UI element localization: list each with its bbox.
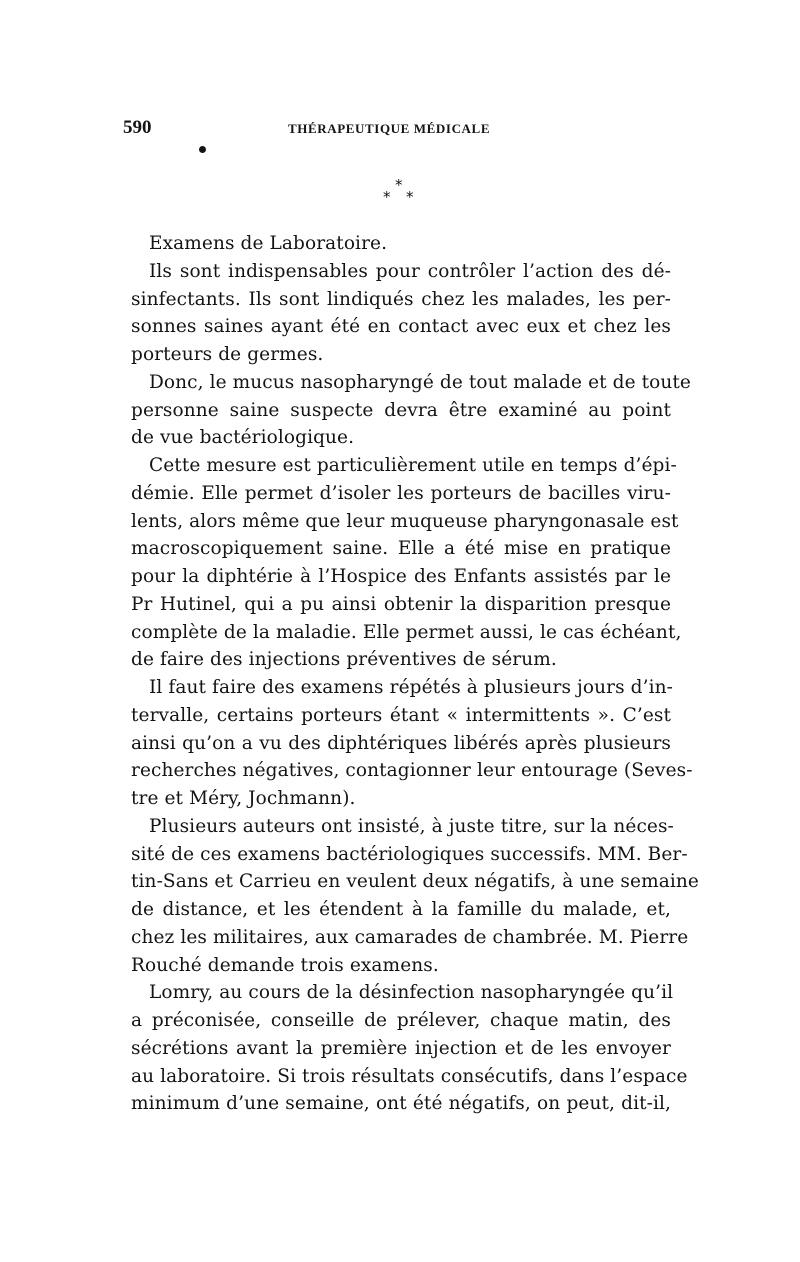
text-line: chez les militaires, aux camarades de chambrée. M. Pierre xyxy=(131,926,689,948)
text-line: pour la diphtérie à l’Hospice des Enfants assistés par le xyxy=(131,566,671,587)
text-line: personne saine suspecte devra être examiné au point xyxy=(131,399,671,421)
running-title: THÉRAPEUTIQUE MÉDICALE xyxy=(288,121,491,136)
text-line: sité de ces examens bactériologiques successifs. MM. Ber- xyxy=(131,843,688,865)
text-line: Cette mesure est particulièrement utile en temps d’épi- xyxy=(149,455,677,476)
text-line: ainsi qu’on a vu des diphtériques libérés après plusieurs xyxy=(131,732,671,754)
text-line: démie. Elle permet d’isoler les porteurs de bacilles viru- xyxy=(131,482,671,504)
text-line: Donc, le mucus nasopharyngé de tout malade et de toute xyxy=(149,371,691,393)
text-line: au laboratoire. Si trois résultats consécutifs, dans l’espace xyxy=(131,1065,688,1087)
text-line: recherches négatives, contagionner leur entourage (Seves- xyxy=(131,760,693,782)
text-line: sécrétions avant la première injection et de les envoyer xyxy=(131,1037,671,1059)
section-title: Examens de Laboratoire. xyxy=(149,233,388,254)
text-line: Plusieurs auteurs ont insisté, à juste titre, sur la néces- xyxy=(149,815,674,837)
text-line: tervalle, certains porteurs étant « intermittents ». C’est xyxy=(131,704,671,726)
asterism-star: * xyxy=(406,188,414,206)
body-text xyxy=(131,230,699,1118)
asterism-ornament xyxy=(376,178,426,210)
text-line: macroscopiquement saine. Elle a été mise en pratique xyxy=(131,538,671,560)
text-line: de vue bactériologique. xyxy=(131,427,355,449)
text-line: Il faut faire des examens répétés à plusieurs jours d’in- xyxy=(149,677,673,698)
asterism-star: * xyxy=(383,188,391,206)
text-line: de distance, et les étendent à la famille du malade, et, xyxy=(131,899,671,920)
text-line: tre et Méry, Jochmann). xyxy=(131,788,356,809)
text-line: minimum d’une semaine, ont été négatifs, on peut, dit-il, xyxy=(131,1093,671,1115)
asterism-star: * xyxy=(395,176,403,194)
printer-dot-mark xyxy=(199,146,206,153)
text-line: de faire des injections préventives de sérum. xyxy=(131,649,557,671)
text-line: sinfectants. Ils sont lindiqués chez les malades, les per- xyxy=(131,288,671,310)
text-line: a préconisée, conseille de prélever, chaque matin, des xyxy=(131,1010,671,1031)
text-line: Ils sont indispensables pour contrôler l’action des dé- xyxy=(149,260,671,282)
page-number: 590 xyxy=(123,117,152,138)
text-line: Lomry, au cours de la désinfection nasopharyngée qu’il xyxy=(149,982,674,1004)
text-line: Pr Hutinel, qui a pu ainsi obtenir la disparition presque xyxy=(131,593,671,615)
text-line: porteurs de germes. xyxy=(131,344,324,365)
text-line: lents, alors même que leur muqueuse pharyngonasale est xyxy=(131,510,679,532)
text-line: Rouché demande trois examens. xyxy=(131,954,439,976)
text-line: sonnes saines ayant été en contact avec eux et chez les xyxy=(131,316,671,338)
text-line: complète de la maladie. Elle permet aussi, le cas échéant, xyxy=(131,621,682,643)
text-line: tin-Sans et Carrieu en veulent deux négatifs, à une semaine xyxy=(131,871,699,893)
